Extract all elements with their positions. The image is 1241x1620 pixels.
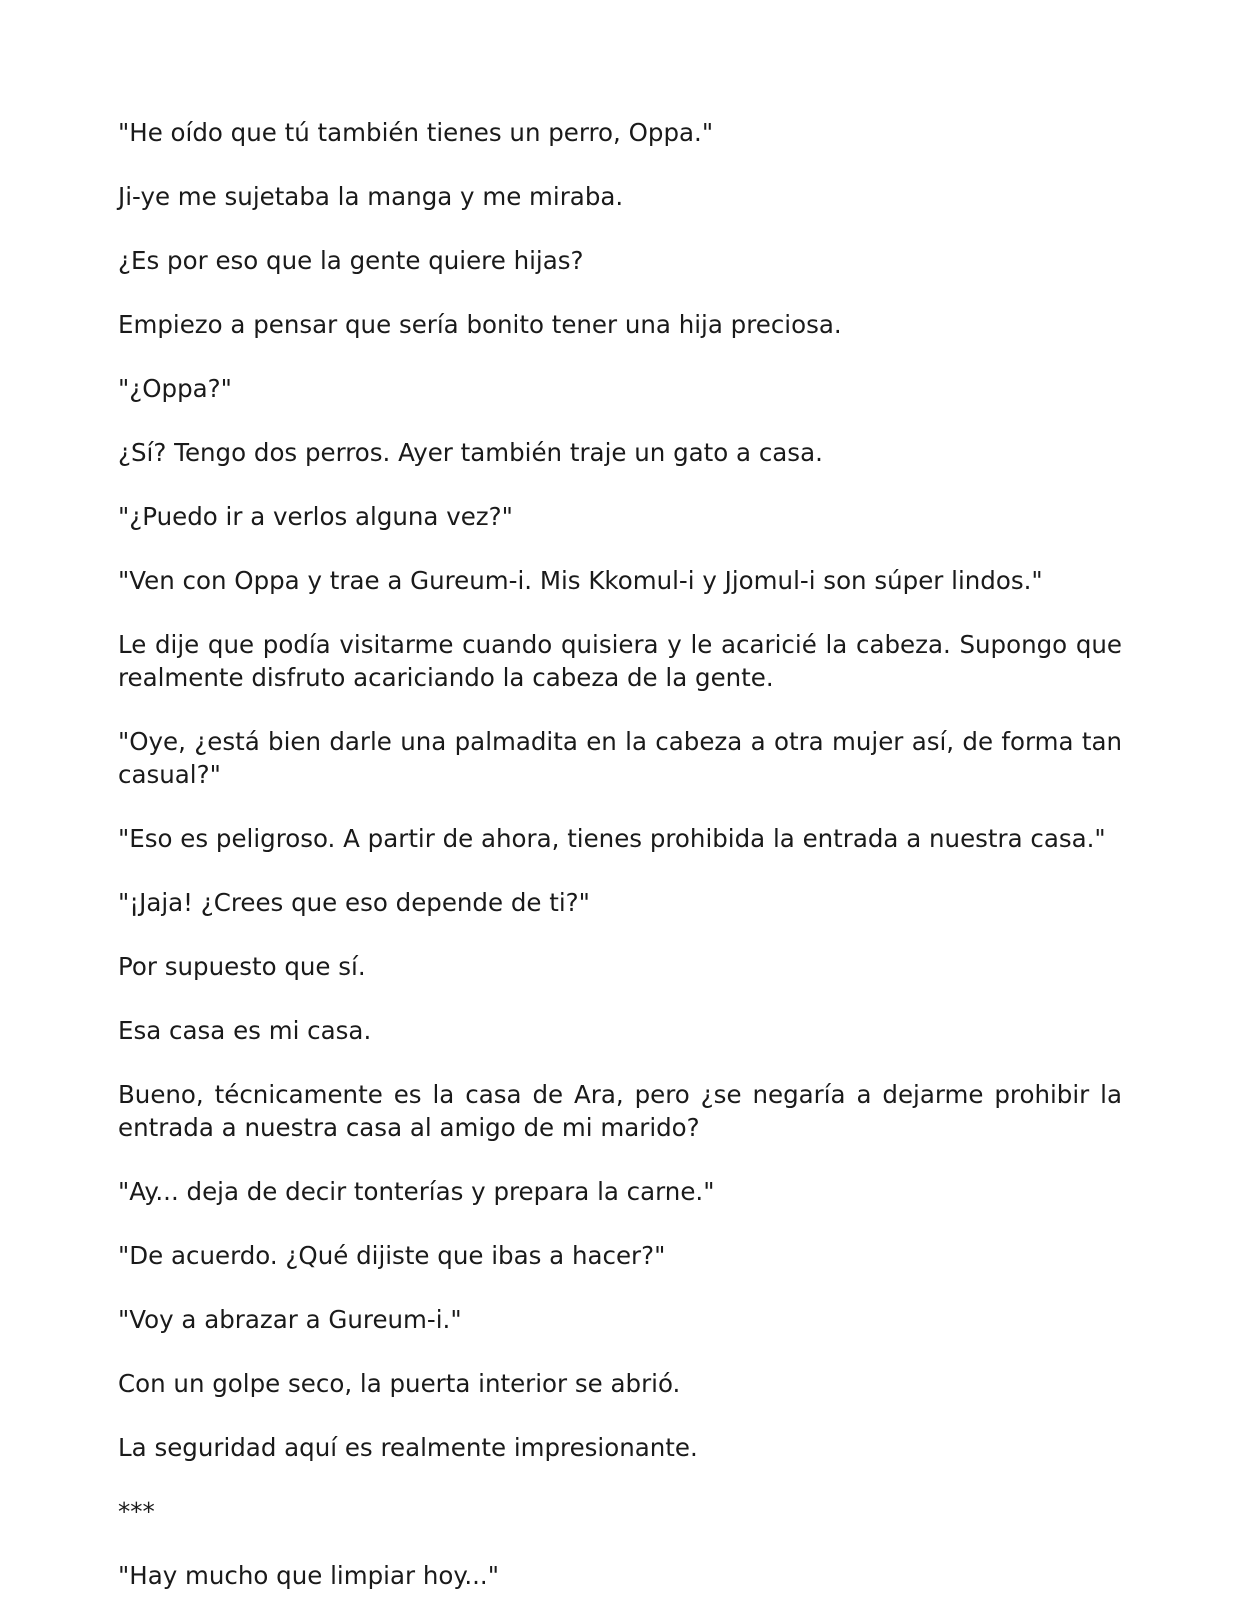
paragraph: Esa casa es mi casa.: [118, 1016, 372, 1045]
paragraph: La seguridad aquí es realmente impresionante.: [118, 1433, 698, 1462]
paragraph: "Voy a abrazar a Gureum-i.": [118, 1305, 462, 1334]
paragraph: Empiezo a pensar que sería bonito tener una hija preciosa.: [118, 310, 842, 339]
paragraph: "He oído que tú también tienes un perro, Oppa.": [118, 118, 714, 147]
paragraph: Con un golpe seco, la puerta interior se abrió.: [118, 1369, 681, 1398]
paragraph: ¿Es por eso que la gente quiere hijas?: [118, 246, 584, 275]
document-body: [118, 116, 1122, 1592]
paragraph: "De acuerdo. ¿Qué dijiste que ibas a hacer?": [118, 1241, 666, 1270]
paragraph: Bueno, técnicamente es la casa de Ara, pero ¿se negaría a dejarme prohibir la entrada a nuestra casa al amigo de mi marido?: [118, 1080, 1122, 1142]
paragraph: "Hay mucho que limpiar hoy...": [118, 1561, 499, 1590]
paragraph: "¿Oppa?": [118, 374, 232, 403]
scene-break: ***: [118, 1497, 155, 1526]
paragraph: "Ay... deja de decir tonterías y prepara la carne.": [118, 1177, 715, 1206]
paragraph: "¿Puedo ir a verlos alguna vez?": [118, 502, 513, 531]
paragraph: Le dije que podía visitarme cuando quisiera y le acaricié la cabeza. Supongo que realmente disfruto acariciando la cabeza de la gente.: [118, 630, 1122, 692]
paragraph: "Oye, ¿está bien darle una palmadita en la cabeza a otra mujer así, de forma tan casual?": [118, 727, 1122, 789]
paragraph: "Ven con Oppa y trae a Gureum-i. Mis Kkomul-i y Jjomul-i son súper lindos.": [118, 566, 1043, 595]
paragraph: "Eso es peligroso. A partir de ahora, tienes prohibida la entrada a nuestra casa.": [118, 824, 1106, 853]
paragraph: ¿Sí? Tengo dos perros. Ayer también traje un gato a casa.: [118, 438, 823, 467]
paragraph: Ji-ye me sujetaba la manga y me miraba.: [118, 182, 624, 211]
paragraph: "¡Jaja! ¿Crees que eso depende de ti?": [118, 888, 590, 917]
paragraph: Por supuesto que sí.: [118, 952, 366, 981]
